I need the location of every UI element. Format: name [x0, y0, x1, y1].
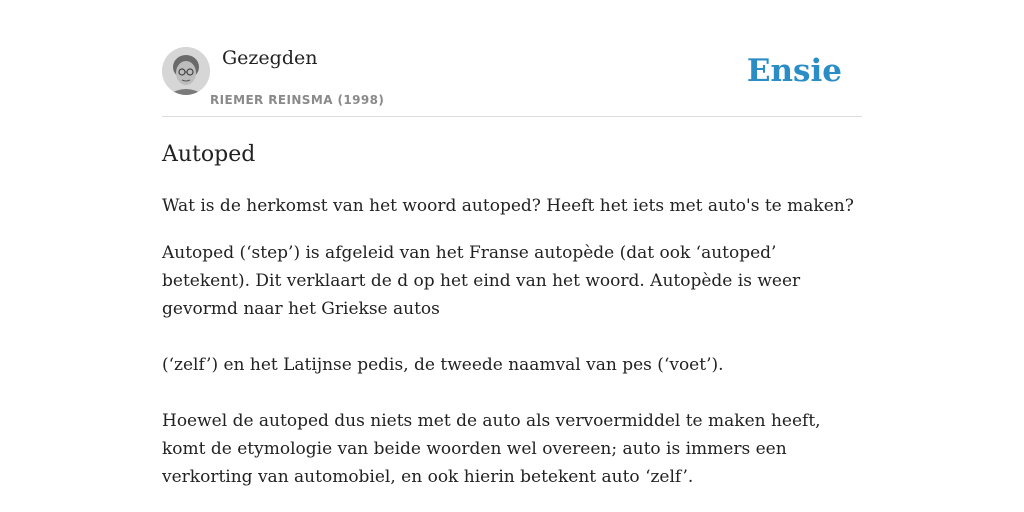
collection-title[interactable]: Gezegden	[222, 47, 318, 69]
article-paragraph-3: Hoewel de autoped dus niets met de auto als vervoermiddel te maken heeft, komt de etymologie van beide woorden wel overeen; auto is immers een verkorting van automobiel, en ook hierin betekent auto ‘zelf’.	[162, 411, 821, 487]
author-portrait-icon	[162, 47, 210, 95]
article-title: Autoped	[162, 142, 256, 167]
article-body	[162, 192, 862, 510]
ensie-logo[interactable]: Ensie	[746, 53, 842, 89]
article-paragraph-2: (‘zelf’) en het Latijnse pedis, de tweede naamval van pes (‘voet’).	[162, 355, 724, 375]
author-name[interactable]: RIEMER REINSMA (1998)	[210, 93, 385, 107]
author-avatar[interactable]	[162, 47, 210, 95]
header	[162, 46, 862, 117]
article-question: Wat is de herkomst van het woord autoped? Heeft het iets met auto's te maken?	[162, 196, 854, 216]
article-paragraph-1: Autoped (‘step’) is afgeleid van het Franse autopède (dat ook ‘autoped’ betekent). Dit verklaart de d op het eind van het woord. Autopède is weer gevormd naar het Griekse autos	[162, 243, 801, 319]
